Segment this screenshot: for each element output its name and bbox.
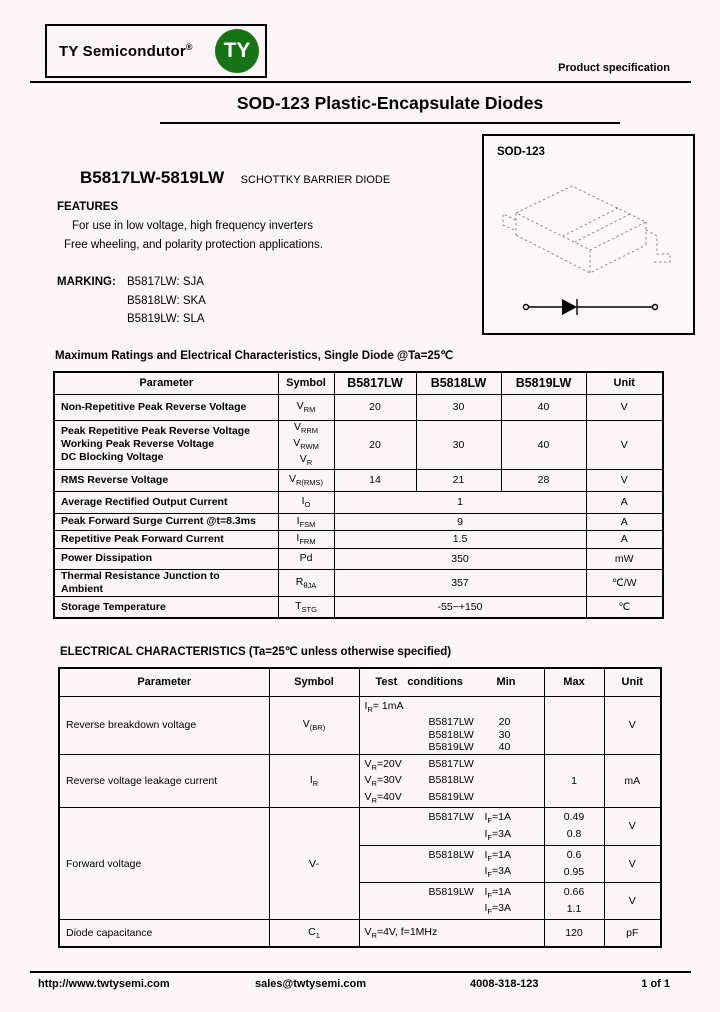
merged-value-cell: 1: [334, 491, 586, 513]
value-cell: 40: [501, 394, 586, 420]
symbol-cell: [278, 548, 334, 569]
test-label: Test: [375, 676, 398, 689]
param-line: Working Peak Reverse Voltage: [61, 438, 215, 451]
feature-item: Free wheeling, and polarity protection applications.: [64, 239, 323, 251]
symbol-base: Pd: [299, 551, 313, 564]
param-cell: Peak Forward Surge Current @t=8.3ms: [54, 513, 278, 530]
part-name: B5818LW: [428, 848, 474, 861]
footer-page-number: 1 of 1: [641, 978, 670, 990]
param-cell: [54, 420, 278, 469]
ty-logo-text: TY: [223, 39, 251, 62]
param-cell: Power Dissipation: [54, 548, 278, 569]
condition-line: [365, 886, 544, 903]
symbol-base: C: [308, 926, 316, 939]
part-subtitle: SCHOTTKY BARRIER DIODE: [240, 174, 391, 186]
symbol-cell: [278, 491, 334, 513]
condition: [365, 758, 429, 775]
symbol-sub: RRM: [300, 425, 319, 435]
footer-divider: [30, 971, 691, 973]
max-cell: [544, 696, 604, 754]
cond-rest: = 1mA: [372, 699, 404, 712]
symbol-line: [279, 453, 334, 469]
symbol-base: R: [295, 575, 304, 588]
unit-cell: V: [586, 394, 663, 420]
col-parameter: Parameter: [54, 372, 278, 394]
cond-rest: =3A: [492, 865, 511, 878]
part-name: B5818LW: [428, 774, 474, 787]
max-cell: [544, 808, 604, 845]
symbol-sub: RM: [303, 405, 316, 415]
symbol-cell: V-: [269, 808, 359, 920]
symbol-cell: [278, 513, 334, 530]
cond-sub: R: [371, 795, 377, 805]
cond-rest: =1A: [492, 848, 511, 861]
symbol-sub: RWM: [300, 441, 319, 451]
min-value: 30: [498, 728, 511, 741]
cond-base: I: [484, 848, 488, 861]
param-cell: Diode capacitance: [59, 919, 269, 947]
symbol-cell: [269, 919, 359, 947]
param-line: Peak Repetitive Peak Reverse Voltage: [61, 425, 250, 438]
electrical-characteristics-table: [58, 667, 662, 948]
max-cell: 1: [544, 754, 604, 808]
condition: [485, 886, 512, 898]
value-cell: 30: [416, 420, 501, 469]
feature-item: For use in low voltage, high frequency inverters: [72, 220, 313, 232]
cond-base: I: [484, 811, 488, 824]
header-divider: [30, 81, 691, 83]
symbol-line: [279, 421, 334, 437]
cond-sub: F: [487, 907, 493, 917]
symbol-sub: 1: [315, 931, 320, 941]
marking-item: B5818LW: SKA: [127, 295, 206, 307]
conditions-label: conditions: [407, 676, 463, 689]
param-cell: Repetitive Peak Forward Current: [54, 530, 278, 548]
param-line: Thermal Resistance Junction to: [61, 569, 220, 582]
max-value: 1.1: [566, 902, 582, 915]
max-value: 0.8: [566, 828, 582, 841]
cond-base: V: [364, 790, 372, 803]
part-heading: [80, 168, 390, 188]
table-row: [59, 754, 661, 808]
cond-sub: F: [487, 816, 493, 826]
ty-logo-icon: [215, 29, 259, 73]
features-heading: FEATURES: [57, 201, 119, 213]
electrical-characteristics-title: ELECTRICAL CHARACTERISTICS (Ta=25℃ unless otherwise specified): [60, 646, 452, 658]
max-cell: [544, 845, 604, 882]
cond-base: I: [364, 699, 368, 712]
col-unit: Unit: [586, 372, 663, 394]
merged-value-cell: 9: [334, 513, 586, 530]
unit-cell: V: [586, 469, 663, 491]
symbol-cell: [278, 596, 334, 618]
footer-phone: 4008-318-123: [470, 978, 539, 990]
col-test-conditions-min: [359, 668, 544, 696]
symbol-base: I: [301, 495, 305, 508]
footer-email: sales@twtysemi.com: [255, 978, 366, 990]
part-name: B5817LW: [428, 811, 474, 824]
condition: [484, 811, 512, 826]
marking-item: B5817LW: SJA: [127, 276, 204, 288]
cond-rest: =1A: [492, 885, 511, 898]
condition-line: [365, 865, 544, 882]
part-name: B5818LW: [428, 728, 474, 741]
max-value: 0.49: [563, 811, 585, 824]
table-row: [54, 491, 663, 513]
cond-base: V: [364, 926, 372, 939]
symbol-base: I: [309, 773, 313, 786]
table-header-row: [59, 668, 661, 696]
condition: [365, 791, 429, 808]
condition-line: [365, 828, 544, 845]
test-conditions-cell: [359, 919, 544, 947]
condition-line: [365, 700, 544, 717]
symbol-sub: θJA: [303, 580, 317, 590]
col-b5818lw: B5818LW: [416, 372, 501, 394]
condition-line: [365, 811, 544, 828]
package-3d-drawing-icon: [494, 176, 686, 288]
cond-rest: =20V: [376, 757, 402, 770]
symbol-cell: [278, 394, 334, 420]
condition: [484, 902, 512, 917]
condition: [484, 865, 512, 880]
value-cell: 40: [501, 420, 586, 469]
max-value: 0.95: [563, 865, 585, 878]
value-cell: 14: [334, 469, 416, 491]
unit-cell: A: [586, 513, 663, 530]
unit-cell: V: [604, 845, 661, 882]
max-ratings-title: Maximum Ratings and Electrical Characteristics, Single Diode @Ta=25℃: [55, 350, 454, 362]
min-label: Min: [496, 676, 516, 689]
table-row: [59, 919, 661, 947]
symbol-cell: [269, 754, 359, 808]
param-cell: Reverse breakdown voltage: [59, 696, 269, 754]
cond-sub: F: [487, 890, 493, 900]
table-row: [54, 420, 663, 469]
symbol-cell: [278, 469, 334, 491]
value-cell: 21: [416, 469, 501, 491]
part-name: B5819LW: [428, 885, 474, 898]
company-logo: [45, 24, 267, 78]
col-symbol: Symbol: [269, 668, 359, 696]
param-cell: [54, 569, 278, 596]
value-cell: 28: [501, 469, 586, 491]
param-cell: RMS Reverse Voltage: [54, 469, 278, 491]
cond-base: I: [484, 865, 488, 878]
test-conditions-cell: [359, 845, 544, 882]
col-parameter: Parameter: [59, 668, 269, 696]
unit-cell: V: [604, 882, 661, 919]
symbol-cell: [278, 530, 334, 548]
symbol-sub: R: [312, 779, 319, 789]
condition: [485, 849, 512, 861]
cond-sub: R: [371, 931, 377, 941]
min-value: 40: [498, 741, 511, 754]
table-row: [54, 548, 663, 569]
max-cell: [544, 882, 604, 919]
col-symbol: Symbol: [278, 372, 334, 394]
part-min-line: [365, 741, 544, 754]
table-row: [54, 513, 663, 530]
marking-heading: MARKING:: [57, 276, 116, 288]
param-cell: Storage Temperature: [54, 596, 278, 618]
symbol-base: I: [296, 514, 300, 527]
symbol-base: V: [296, 399, 304, 412]
cond-sub: R: [367, 704, 373, 714]
col-max: Max: [544, 668, 604, 696]
table-header-row: [54, 372, 663, 394]
condition-line: [365, 902, 544, 919]
condition-line: [365, 774, 544, 791]
test-conditions-cell: [359, 754, 544, 808]
registered-mark: ®: [185, 42, 193, 52]
table-row: [54, 569, 663, 596]
condition: [484, 827, 512, 843]
symbol-base: V: [288, 473, 296, 486]
max-value: 0.66: [563, 885, 585, 898]
unit-cell: V: [604, 808, 661, 845]
param-line: Ambient: [61, 582, 103, 595]
cond-sub: F: [487, 870, 493, 880]
unit-cell: mA: [604, 754, 661, 808]
part-name: B5817LW: [428, 716, 474, 729]
cond-rest: =4V, f=1MHz: [376, 926, 438, 939]
symbol-sub: FRM: [299, 537, 316, 547]
unit-cell: ℃/W: [586, 569, 663, 596]
symbol-base: V: [299, 452, 307, 465]
cond-rest: =3A: [492, 827, 511, 840]
table-row: [54, 530, 663, 548]
cond-rest: =1A: [492, 811, 511, 824]
cond-sub: F: [487, 833, 493, 843]
symbol-base: T: [295, 599, 302, 612]
symbol-sub: R: [306, 457, 313, 467]
max-cell: 120: [544, 919, 604, 947]
table-row: [59, 696, 661, 754]
value-cell: 30: [416, 394, 501, 420]
symbol-sub: FSM: [299, 519, 316, 529]
symbol-cell: [278, 420, 334, 469]
cond-base: I: [484, 902, 488, 915]
unit-cell: V: [604, 696, 661, 754]
param-cell: Reverse voltage leakage current: [59, 754, 269, 808]
param-cell: Non-Repetitive Peak Reverse Voltage: [54, 394, 278, 420]
cond-rest: =3A: [492, 902, 511, 915]
unit-cell: V: [586, 420, 663, 469]
company-name-text: TY Semicondutor: [59, 43, 186, 60]
test-conditions-cell: [359, 696, 544, 754]
symbol-sub: STG: [301, 605, 317, 615]
merged-value-cell: 1.5: [334, 530, 586, 548]
col-unit: Unit: [604, 668, 661, 696]
symbol-sub: R(RMS): [295, 478, 324, 488]
part-name: B5819LW: [428, 790, 474, 803]
page-title: SOD-123 Plastic-Encapsulate Diodes: [160, 93, 620, 124]
merged-value-cell: 350: [334, 548, 586, 569]
cond-base: V: [364, 757, 372, 770]
value-cell: 20: [334, 420, 416, 469]
merged-value-cell: 357: [334, 569, 586, 596]
test-conditions-cell: [359, 882, 544, 919]
condition-line: [365, 758, 544, 775]
condition: [365, 774, 429, 791]
test-conditions-cell: [359, 808, 544, 845]
part-name: B5817LW: [428, 757, 474, 770]
unit-cell: ℃: [586, 596, 663, 618]
package-name-label: SOD-123: [497, 146, 545, 158]
min-value: 20: [498, 716, 511, 729]
col-b5819lw: B5819LW: [501, 372, 586, 394]
merged-value-cell: -55~+150: [334, 596, 586, 618]
table-row: [54, 469, 663, 491]
param-cell: Average Rectified Output Current: [54, 491, 278, 513]
max-ratings-table: [53, 371, 664, 619]
unit-cell: pF: [604, 919, 661, 947]
condition-line: [365, 849, 544, 866]
symbol-sub: O: [304, 500, 311, 510]
table-row: [54, 596, 663, 618]
param-cell: Forward voltage: [59, 808, 269, 920]
param-line: DC Blocking Voltage: [61, 451, 164, 464]
symbol-sub: (BR): [309, 723, 326, 733]
cond-rest: =30V: [376, 774, 402, 787]
part-name: B5819LW: [428, 741, 474, 754]
col-b5817lw: B5817LW: [334, 372, 416, 394]
part-min-line: [365, 729, 544, 742]
company-name: [59, 42, 193, 60]
footer-website: http://www.twtysemi.com: [38, 978, 170, 990]
symbol-base: V: [293, 420, 301, 433]
package-diagram-box: [482, 134, 695, 335]
table-row: [59, 808, 661, 845]
part-min-line: [365, 716, 544, 729]
cond-rest: =40V: [376, 790, 402, 803]
cond-sub: R: [371, 779, 377, 789]
symbol-line: [279, 437, 334, 453]
value-cell: 20: [334, 394, 416, 420]
symbol-base: I: [296, 532, 300, 545]
marking-item: B5819LW: SLA: [127, 313, 205, 325]
symbol-cell: [269, 696, 359, 754]
unit-cell: mW: [586, 548, 663, 569]
condition-line: [365, 791, 544, 808]
cond-sub: R: [371, 762, 377, 772]
table-row: [54, 394, 663, 420]
part-number: B5817LW-5819LW: [80, 168, 225, 187]
symbol-cell: [278, 569, 334, 596]
unit-cell: A: [586, 491, 663, 513]
unit-cell: A: [586, 530, 663, 548]
product-specification-label: Product specification: [558, 62, 670, 74]
symbol-base: V: [302, 718, 310, 730]
max-value: 0.6: [566, 848, 582, 861]
cond-base: I: [484, 827, 488, 840]
cond-base: V: [364, 774, 372, 787]
cond-sub: F: [487, 853, 493, 863]
cond-base: I: [484, 885, 488, 898]
symbol-base: V: [293, 436, 301, 449]
diode-symbol-icon: [484, 294, 697, 320]
